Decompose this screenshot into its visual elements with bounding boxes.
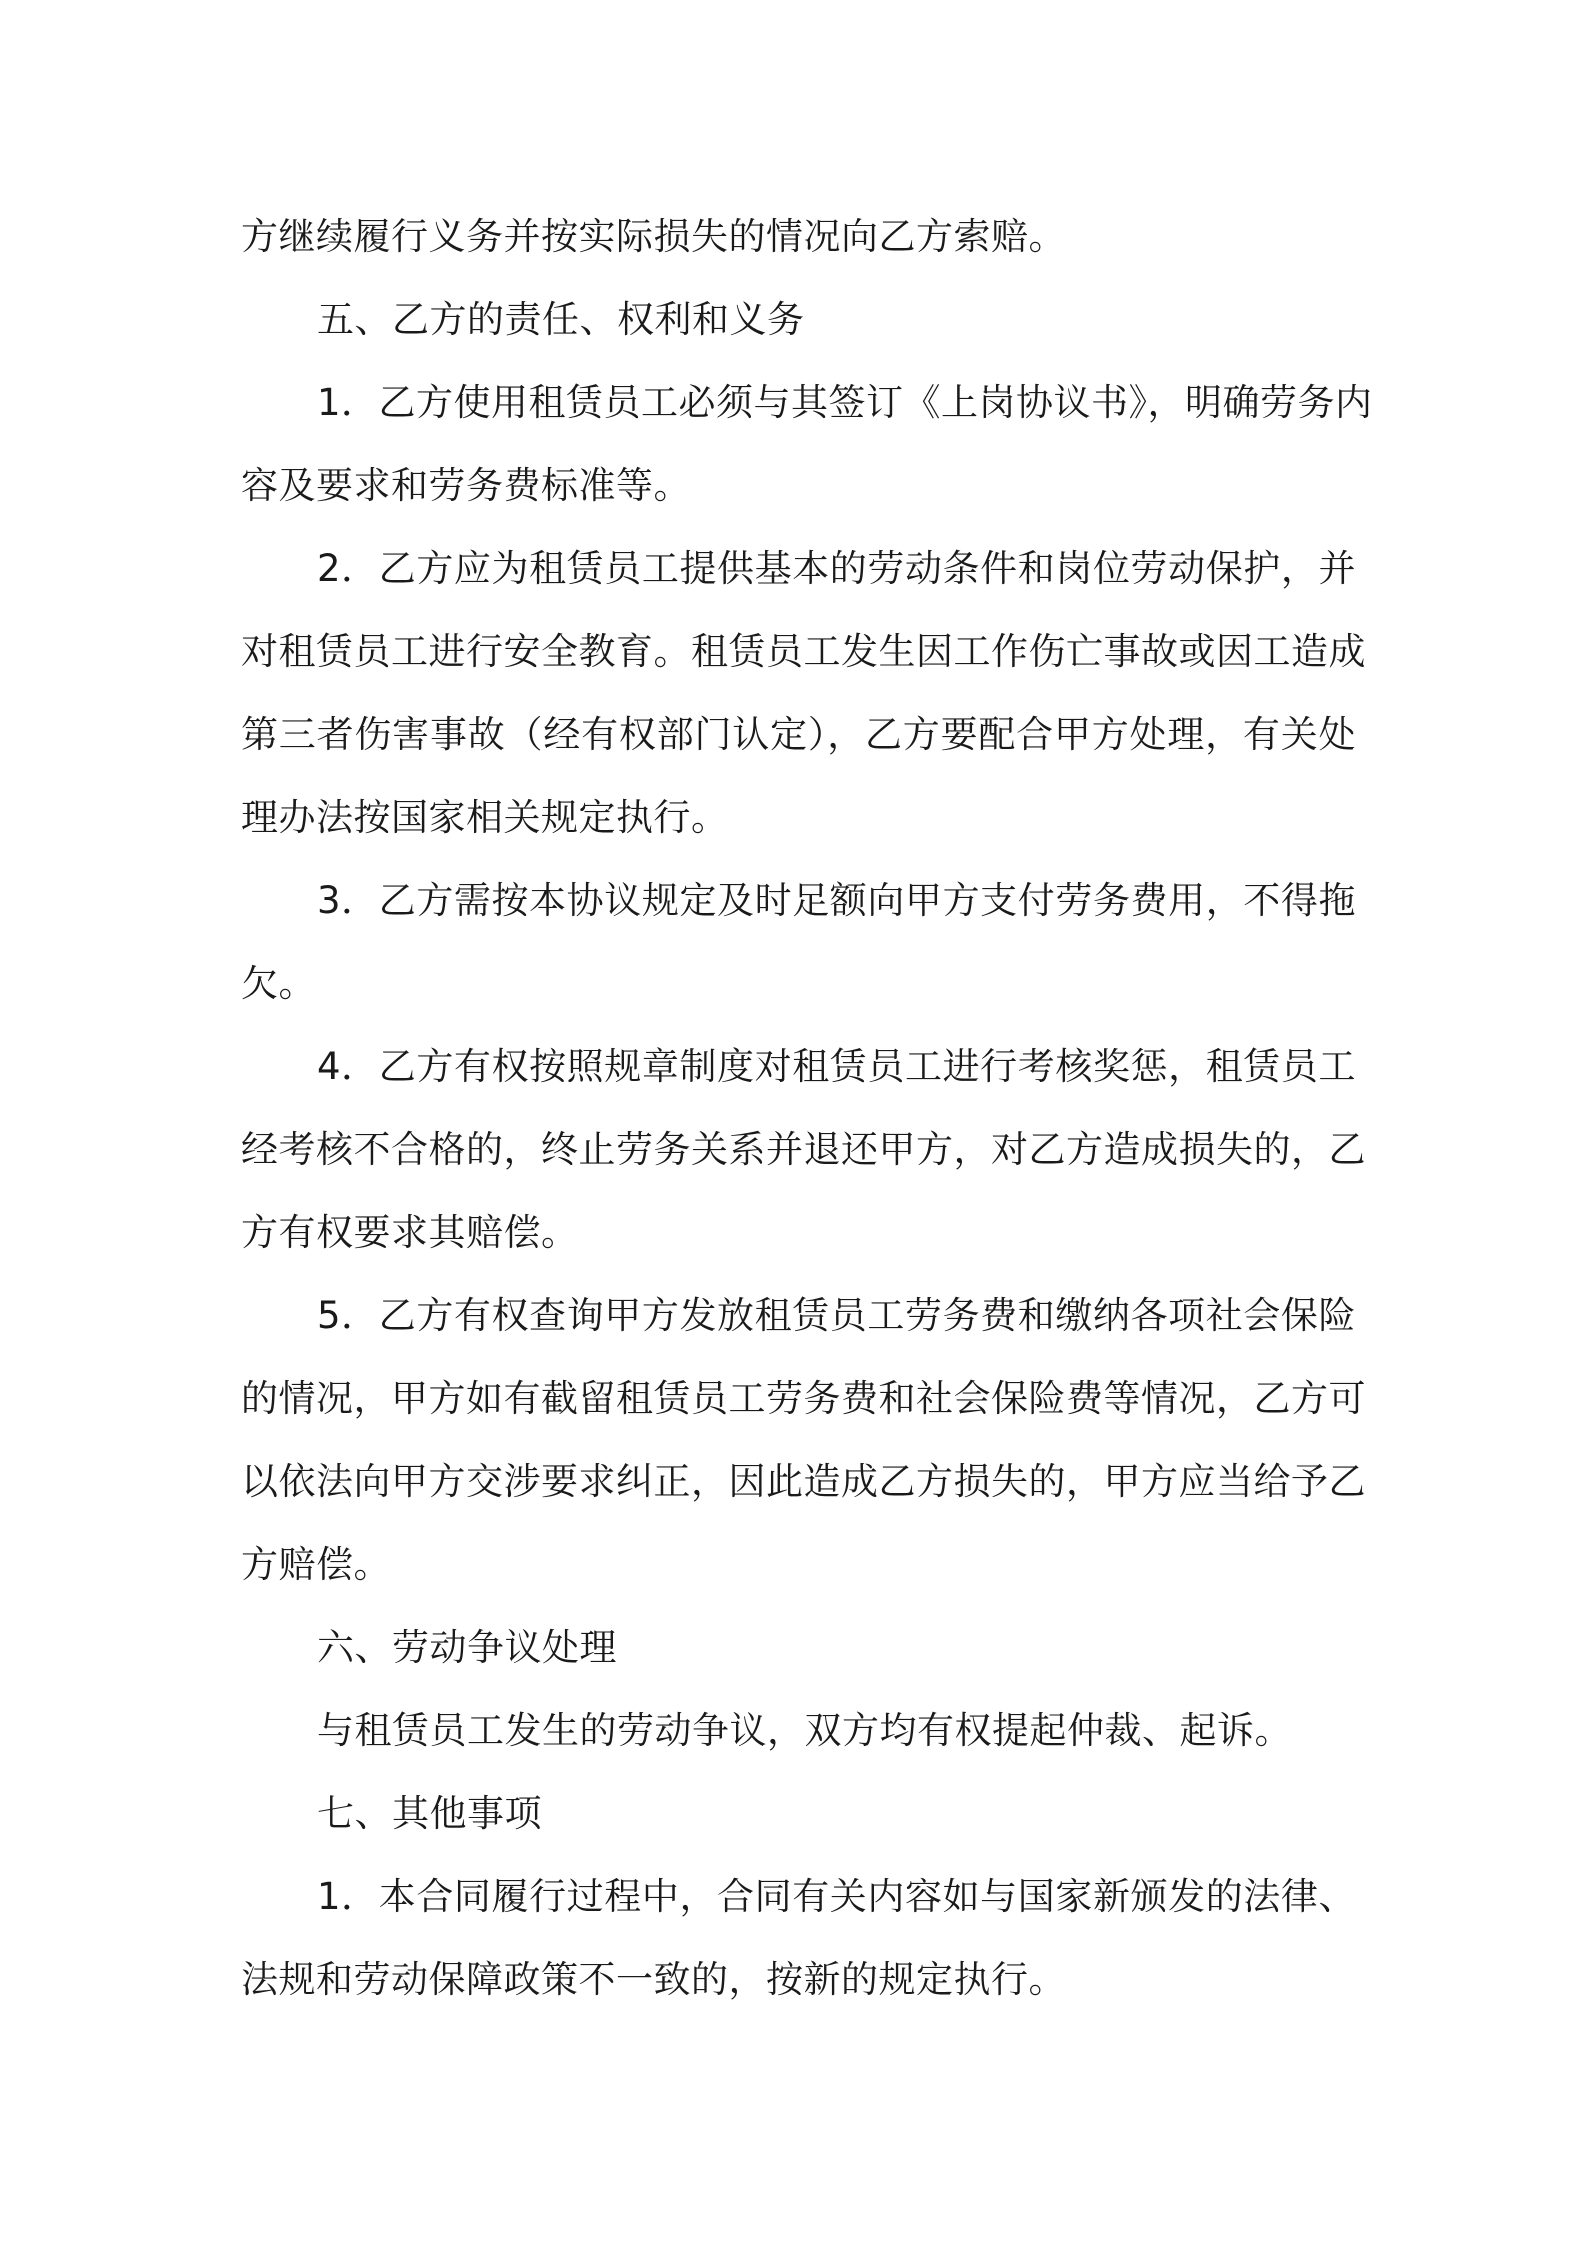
text-line: 理办法按国家相关规定执行。 — [241, 796, 729, 839]
text-line: 与租赁员工发生的劳动争议，双方均有权提起仲裁、起诉。 — [317, 1709, 1292, 1752]
text-line: 容及要求和劳务费标准等。 — [241, 464, 691, 507]
text-line: 对租赁员工进行安全教育。租赁员工发生因工作伤亡事故或因工造成 — [241, 630, 1366, 673]
text-line: 5．乙方有权查询甲方发放租赁员工劳务费和缴纳各项社会保险 — [317, 1294, 1356, 1337]
text-line: 方有权要求其赔偿。 — [241, 1211, 579, 1254]
text-line: 的情况，甲方如有截留租赁员工劳务费和社会保险费等情况，乙方可 — [241, 1377, 1366, 1420]
section-heading: 六、劳动争议处理 — [317, 1626, 617, 1669]
section-heading: 七、其他事项 — [317, 1792, 542, 1835]
text-line: 1．本合同履行过程中，合同有关内容如与国家新颁发的法律、 — [317, 1875, 1356, 1918]
text-line: 3．乙方需按本协议规定及时足额向甲方支付劳务费用，不得拖 — [317, 879, 1356, 922]
text-line: 法规和劳动保障政策不一致的，按新的规定执行。 — [241, 1958, 1066, 2001]
section-heading: 五、乙方的责任、权利和义务 — [317, 298, 805, 341]
text-line: 方继续履行义务并按实际损失的情况向乙方索赔。 — [241, 215, 1066, 258]
text-line: 1．乙方使用租赁员工必须与其签订《上岗协议书》，明确劳务内 — [317, 381, 1373, 424]
text-line: 4．乙方有权按照规章制度对租赁员工进行考核奖惩，租赁员工 — [317, 1045, 1356, 1088]
text-line: 2．乙方应为租赁员工提供基本的劳动条件和岗位劳动保护，并 — [317, 547, 1356, 590]
text-line: 第三者伤害事故（经有权部门认定），乙方要配合甲方处理，有关处 — [241, 713, 1356, 756]
document-page — [241, 195, 1373, 2021]
text-line: 方赔偿。 — [241, 1543, 391, 1586]
text-line: 以依法向甲方交涉要求纠正，因此造成乙方损失的，甲方应当给予乙 — [241, 1460, 1366, 1503]
text-line: 经考核不合格的，终止劳务关系并退还甲方，对乙方造成损失的，乙 — [241, 1128, 1366, 1171]
text-line: 欠。 — [241, 962, 316, 1005]
